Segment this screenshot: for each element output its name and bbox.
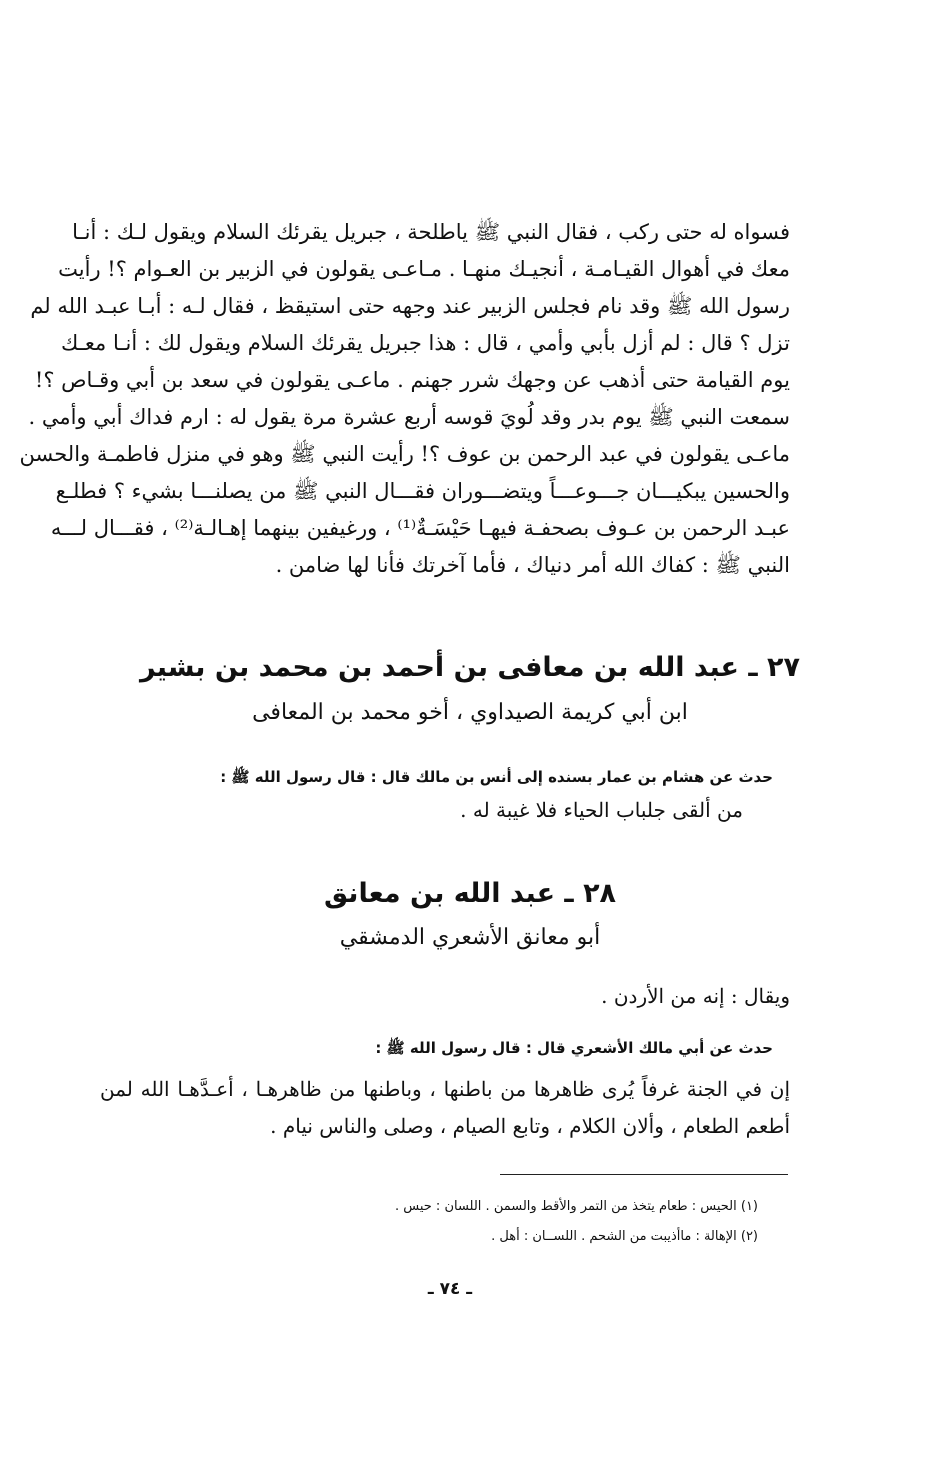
entry-28-title: ٢٨ ـ عبد الله بن معانق: [323, 878, 617, 909]
paragraph-line: معك في أهوال القيـامـة ، أنجيـك منهـا . مـاعـى يقولون في الزبير بن العـوام ؟! رأيت: [58, 257, 790, 281]
footnote-1: (١) الحيس : طعام يتخذ من التمر والأقط والسمن . اللسان : حيس .: [395, 1199, 758, 1214]
entry-28-hadith-line: أطعم الطعام ، وألان الكلام ، وتابع الصيام ، وصلى والناس نيام .: [270, 1114, 790, 1138]
paragraph-line: سمعت النبي ﷺ يوم بدر وقد لُويَ قوسه أربع عشرة مرة يقول له : ارم فداك أبي وأمي .: [28, 405, 790, 429]
page-number: ـ ٧٤ ـ: [427, 1279, 473, 1299]
paragraph-line: رسول الله ﷺ وقد نام فجلس الزبير عند وجهه حتى استيقظ ، فقال لـه : أبـا عبـد الله لم: [30, 294, 790, 318]
paragraph-line: فسواه له حتى ركب ، فقال النبي ﷺ ياطلحة ، جبريل يقرئك السلام ويقول لـك : أنـا: [72, 220, 790, 244]
footnote-2: (٢) الإهالة : ماأذيبت من الشحم . اللســان : أهل .: [491, 1229, 758, 1244]
entry-28-note: ويقال : إنه من الأردن .: [601, 984, 790, 1008]
entry-28-hadith-intro: حدث عن أبي مالك الأشعري قال : قال رسول الله ﷺ :: [375, 1039, 773, 1057]
entry-27-title: ٢٧ ـ عبد الله بن معافى بن أحمد بن محمد بن بشير: [140, 652, 800, 683]
entry-28-subtitle: أبو معانق الأشعري الدمشقي: [339, 925, 601, 950]
entry-27-hadith-text: من ألقى جلباب الحياء فلا غيبة له .: [460, 798, 743, 822]
paragraph-line: والحسين يبكيـــان جـــوعـــاً ويتضـــوران فقـــال النبي ﷺ من يصلنـــا بشيء ؟ فطلـع: [55, 479, 790, 503]
paragraph-line: تزل ؟ قال : لم أزل بأبي وأمي ، قال : هذا جبريل يقرئك السلام ويقول لك : أنـا معـك: [61, 331, 790, 355]
footnote-separator: [500, 1174, 788, 1175]
entry-27-hadith-intro: حدث عن هشام بن عمار بسنده إلى أنس بن مالك قال : قال رسول الله ﷺ :: [220, 768, 773, 786]
paragraph-line: ماعـى يقولون في عبد الرحمن بن عوف ؟! رأيت النبي ﷺ وهو في منزل فاطمـة والحسن: [19, 442, 790, 466]
paragraph-line: يوم القيامة حتى أذهب عن وجهك شرر جهنم . ماعـى يقولون في سعد بن أبي وقـاص ؟!: [34, 368, 790, 392]
entry-27-subtitle: ابن أبي كريمة الصيداوي ، أخو محمد بن المعافى: [252, 700, 688, 725]
paragraph-line: عبـد الرحمن بن عـوف بصحفـة فيهـا حَيْسَـةٌ⁽¹⁾ ، ورغيفين بينهما إهـالـة⁽²⁾ ، فقـــال لـــه: [50, 516, 790, 540]
entry-28-hadith-line: إن في الجنة غرفاً يُرى ظاهرها من باطنها ، وباطنها من ظاهرهـا ، أعـدَّهـا الله لمن: [100, 1077, 790, 1101]
paragraph-line: النبي ﷺ : كفاك الله أمر دنياك ، فأما آخرتك فأنا لها ضامن .: [275, 553, 790, 577]
